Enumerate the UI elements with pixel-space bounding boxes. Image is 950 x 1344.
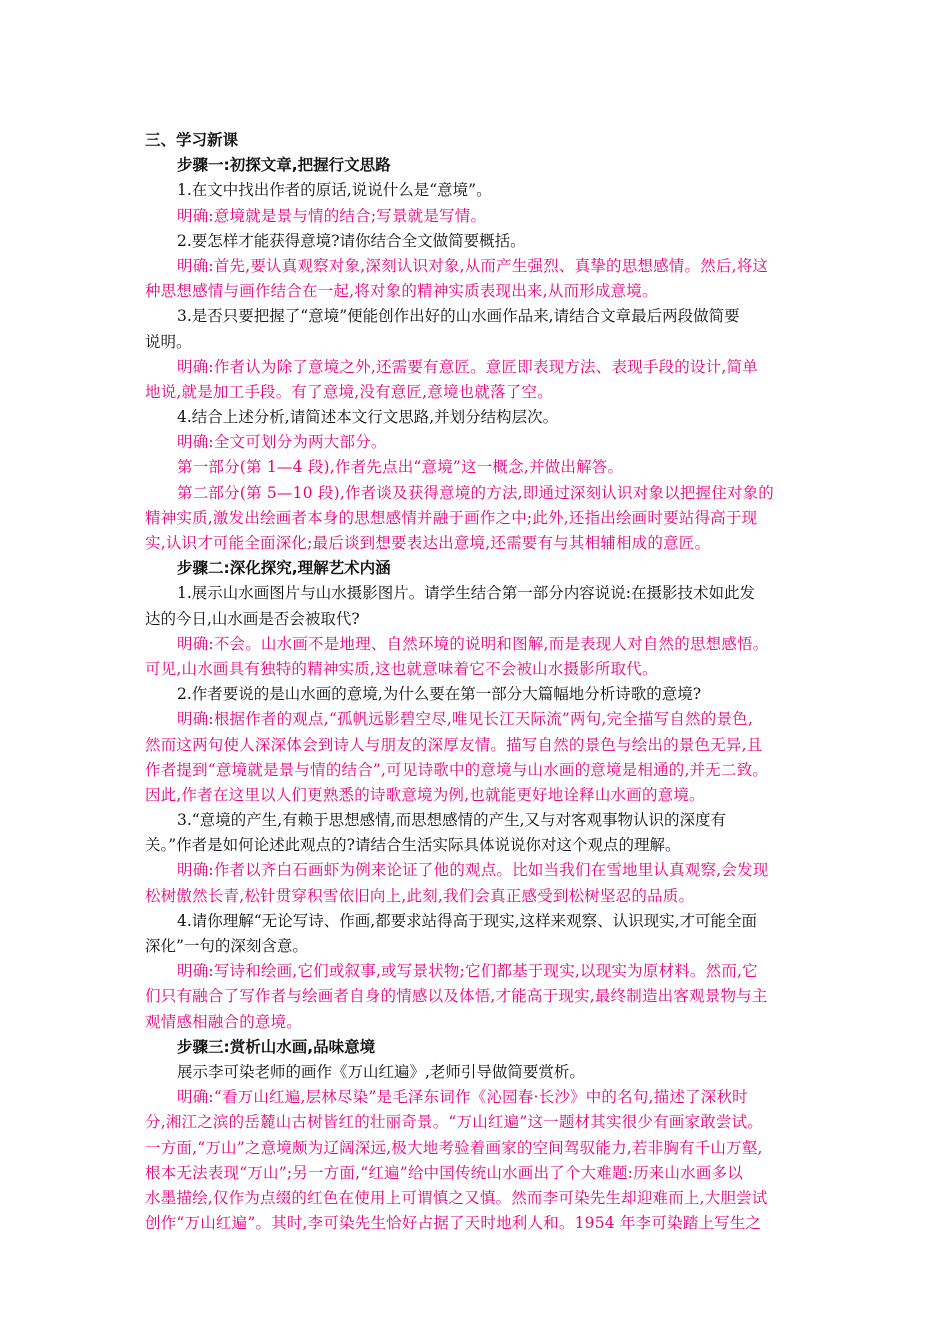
- answer-line: 种思想感情与画作结合在一起,将对象的精神实质表现出来,从而形成意境。: [145, 282, 658, 301]
- answer-line: 明确:写诗和绘画,它们或叙事,或写景状物;它们都基于现实,以现实为原材料。然而,它: [177, 962, 758, 981]
- answer-line: 创作“万山红遍”。其时,李可染先生恰好占据了天时地利人和。1954 年李可染踏上写生之: [145, 1214, 762, 1233]
- answer-line: 地说,就是加工手段。有了意境,没有意匠,意境也就落了空。: [145, 382, 553, 401]
- answer-line: 第二部分(第 5—10 段),作者谈及获得意境的方法,即通过深刻认识对象以把握住对象的: [177, 483, 774, 502]
- document-body: [145, 128, 813, 1236]
- answer-line: 们只有融合了写作者与绘画者自身的情感以及体悟,才能高于现实,最终制造出客观景物与主: [145, 987, 768, 1006]
- answer-line: 明确:不会。山水画不是地理、自然环境的说明和图解,而是表现人对自然的思想感悟。: [177, 634, 769, 653]
- answer-line: 分,湘江之滨的岳麓山古树皆红的壮丽奇景。“万山红遍”这一题材其实很少有画家敢尝试。: [145, 1113, 763, 1132]
- answer-line: 水墨描绘,仅作为点缀的红色在使用上可谓慎之又慎。然而李可染先生却迎难而上,大胆尝试: [145, 1188, 768, 1207]
- answer-line: 明确:根据作者的观点,“孤帆远影碧空尽,唯见长江天际流”两句,完全描写自然的景色,: [177, 710, 753, 729]
- answer-line: 明确:全文可划分为两大部分。: [177, 433, 387, 452]
- answer-line: 一方面,“万山”之意境颇为辽阔深远,极大地考验着画家的空间驾驭能力,若非胸有千山万壑,: [145, 1138, 763, 1157]
- answer-line: 因此,作者在这里以人们更熟悉的诗歌意境为例,也就能更好地诠释山水画的意境。: [145, 785, 705, 804]
- question-line: 1.在文中找出作者的原话,说说什么是“意境”。: [177, 181, 492, 200]
- answer-line: 明确:作者以齐白石画虾为例来论证了他的观点。比如当我们在雪地里认真观察,会发现: [177, 861, 769, 880]
- step-heading: 步骤二:深化探究,理解艺术内涵: [177, 559, 391, 578]
- step-heading: 步骤一:初探文章,把握行文思路: [177, 156, 391, 175]
- question-line: 3.“意境的产生,有赖于思想感情,而思想感情的产生,又与对客观事物认识的深度有: [177, 811, 726, 830]
- answer-line: 然而这两句使人深深体会到诗人与朋友的深厚友情。描写自然的景色与绘出的景色无异,且: [145, 735, 763, 754]
- question-line: 展示李可染老师的画作《万山红遍》,老师引导做简要赏析。: [177, 1062, 585, 1081]
- question-line: 说明。: [145, 332, 192, 351]
- question-line: 2.作者要说的是山水画的意境,为什么要在第一部分大篇幅地分析诗歌的意境?: [177, 685, 702, 704]
- answer-line: 明确:“看万山红遍,层林尽染”是毛泽东词作《沁园春·长沙》中的名句,描述了深秋时: [177, 1088, 748, 1107]
- question-line: 关。”作者是如何论述此观点的?请结合生活实际具体说说你对这个观点的理解。: [145, 836, 681, 855]
- question-line: 达的今日,山水画是否会被取代?: [145, 609, 360, 628]
- answer-line: 明确:首先,要认真观察对象,深刻认识对象,从而产生强烈、真挚的思想感情。然后,将这: [177, 256, 769, 275]
- question-line: 4.请你理解“无论写诗、作画,都要求站得高于现实,这样来观察、认识现实,才可能全面: [177, 911, 757, 930]
- answer-line: 实,认识才可能全面深化;最后谈到想要表达出意境,还需要有与其相辅相成的意匠。: [145, 534, 711, 552]
- question-line: 2.要怎样才能获得意境?请你结合全文做简要概括。: [177, 231, 526, 250]
- answer-line: 观情感相融合的意境。: [145, 1012, 303, 1031]
- question-line: 3.是否只要把握了“意境”便能创作出好的山水画作品来,请结合文章最后两段做简要: [177, 307, 740, 326]
- answer-line: 松树傲然长青,松针贯穿积雪依旧向上,此刻,我们会真正感受到松树坚忍的品质。: [145, 886, 695, 905]
- answer-line: 可见,山水画具有独特的精神实质,这也就意味着它不会被山水摄影所取代。: [145, 659, 658, 678]
- question-line: 深化”一句的深刻含意。: [145, 937, 308, 955]
- answer-line: 明确:作者认为除了意境之外,还需要有意匠。意匠即表现方法、表现手段的设计,简单: [177, 357, 758, 376]
- answer-line: 精神实质,激发出绘画者本身的思想感情并融于画作之中;此外,还指出绘画时要站得高于现: [145, 508, 758, 527]
- question-line: 4.结合上述分析,请简述本文行文思路,并划分结构层次。: [177, 408, 559, 427]
- answer-line: 第一部分(第 1—4 段),作者先点出“意境”这一概念,并做出解答。: [177, 458, 624, 477]
- step-heading: 步骤三:赏析山水画,品味意境: [177, 1037, 376, 1056]
- section-title: 三、学习新课: [145, 131, 239, 149]
- answer-line: 根本无法表现“万山”;另一方面,“红遍”给中国传统山水画出了个大难题:历来山水画多以: [145, 1163, 743, 1182]
- question-line: 1.展示山水画图片与山水摄影图片。请学生结合第一部分内容说说:在摄影技术如此发: [177, 584, 756, 603]
- answer-line: 作者提到“意境就是景与情的结合”,可见诗歌中的意境与山水画的意境是相通的,并无二致。: [145, 760, 769, 779]
- answer-line: 明确:意境就是景与情的结合;写景就是写情。: [177, 206, 487, 225]
